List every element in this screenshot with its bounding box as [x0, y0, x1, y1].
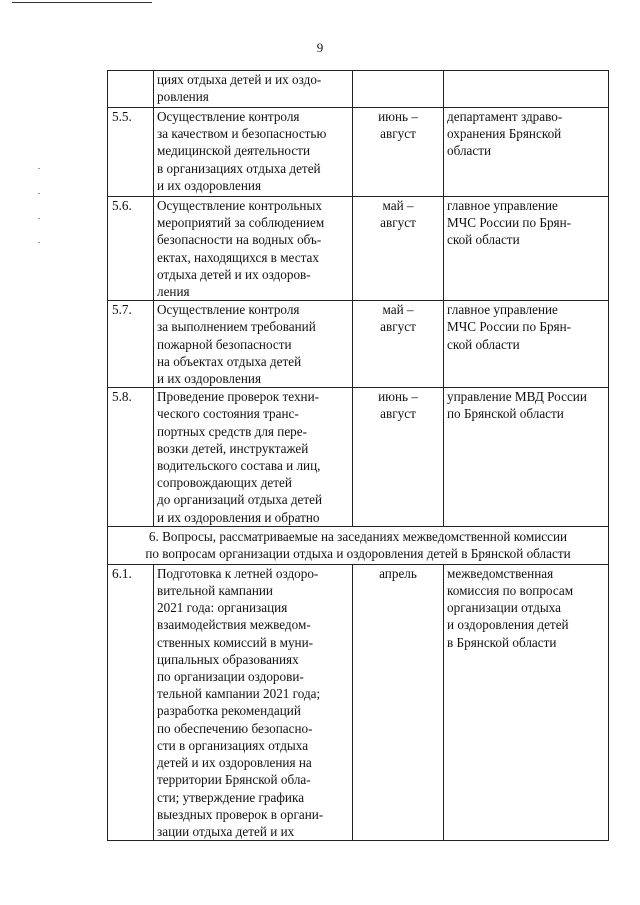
- row-number-cell: 5.7.: [108, 301, 154, 388]
- responsible-cell: главное управление МЧС России по Брян- ской области: [444, 301, 609, 388]
- event-cell: Осуществление контрольных мероприятий за соблюдением безопасности на водных объ- ектах, находящихся в местах отдыха детей и их оздоров- ления: [154, 197, 353, 301]
- margin-mark: [38, 242, 40, 243]
- period-cell: апрель: [353, 564, 444, 840]
- table-row: [108, 388, 609, 527]
- row-number-cell: 6.1.: [108, 564, 154, 840]
- event-cell: Осуществление контроля за выполнением требований пожарной безопасности на объектах отдыха детей и их оздоровления: [154, 301, 353, 388]
- table-row: [108, 564, 609, 840]
- event-cell: Подготовка к летней оздоро- вительной кампании 2021 года: организация взаимодействия межведом- ственных комиссий в муни- ципальных образованиях по организации оздорови- тельной кампании 2021 года; разработка рекомендаций по обеспечению безопасно- сти в организациях отдыха детей и их оздоровления на территории Брянской обла- сти; утверждение графика выездных проверок в органи- зации отдыха детей и их: [154, 564, 353, 840]
- measures-table: [107, 70, 609, 841]
- responsible-cell: межведомственная комиссия по вопросам организации отдыха и оздоровления детей в Брянской области: [444, 564, 609, 840]
- margin-mark: [38, 218, 40, 219]
- responsible-cell: [444, 71, 609, 108]
- margin-mark: [38, 193, 40, 194]
- responsible-cell: департамент здраво- охранения Брянской области: [444, 108, 609, 197]
- scan-artifact-line: [12, 2, 152, 3]
- margin-mark: [38, 168, 40, 169]
- responsible-cell: главное управление МЧС России по Брян- ской области: [444, 197, 609, 301]
- page-number: 9: [316, 40, 324, 55]
- period-cell: июнь – август: [353, 108, 444, 197]
- period-cell: [353, 71, 444, 108]
- period-cell: июнь – август: [353, 388, 444, 527]
- row-number-cell: 5.5.: [108, 108, 154, 197]
- table-row: [108, 108, 609, 197]
- event-cell: Осуществление контроля за качеством и безопасностью медицинской деятельности в организациях отдыха детей и их оздоровления: [154, 108, 353, 197]
- row-number-cell: [108, 71, 154, 108]
- table-row: [108, 301, 609, 388]
- row-number-cell: 5.6.: [108, 197, 154, 301]
- period-cell: май – август: [353, 197, 444, 301]
- responsible-cell: управление МВД России по Брянской области: [444, 388, 609, 527]
- event-cell: циях отдыха детей и их оздо- ровления: [154, 71, 353, 108]
- table-row: [108, 197, 609, 301]
- period-cell: май – август: [353, 301, 444, 388]
- section-header-row: [108, 526, 609, 564]
- event-cell: Проведение проверок техни- ческого состояния транс- портных средств для пере- возки детей, инструктажей водительского состава и лиц, сопровождающих детей до организаций отдыха детей и их оздоровления и обратно: [154, 388, 353, 527]
- row-number-cell: 5.8.: [108, 388, 154, 527]
- section-header: 6. Вопросы, рассматриваемые на заседаниях межведомственной комиссии по вопросам организации отдыха и оздоровления детей в Брянской области: [108, 526, 609, 564]
- table-row: [108, 71, 609, 108]
